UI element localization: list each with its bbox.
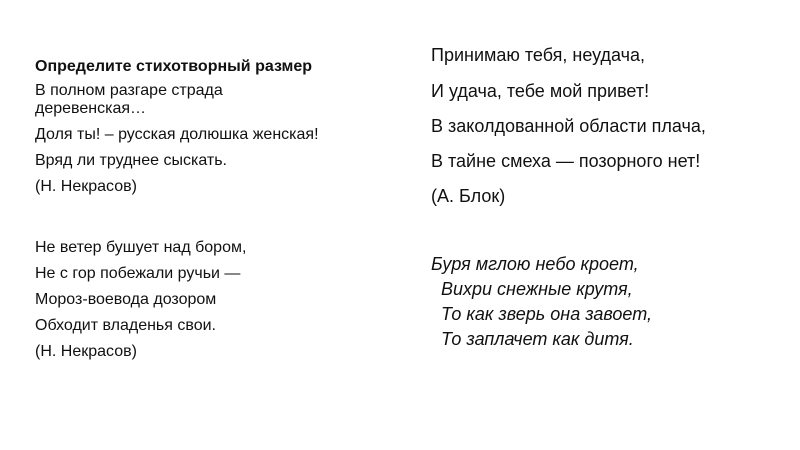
- poem-line: То заплачет как дитя.: [431, 329, 634, 349]
- poem-line: Принимаю тебя, неудача,: [431, 45, 646, 65]
- poem-author: (А. Блок): [431, 186, 506, 206]
- poem-line: Доля ты! – русская долюшка женская!: [35, 126, 319, 143]
- poem-author: (Н. Некрасов): [35, 178, 137, 195]
- poem-line: Буря мглою небо кроет,: [431, 254, 639, 274]
- poem-line: Обходит владенья свои.: [35, 317, 216, 334]
- poem-line: Не ветер бушует над бором,: [35, 239, 247, 256]
- poem-line: То как зверь она завоет,: [431, 304, 652, 324]
- poem-line: И удача, тебе мой привет!: [431, 81, 650, 101]
- poem-line: В заколдованной области плача,: [431, 116, 706, 136]
- exercise-heading: Определите стихотворный размер: [35, 58, 313, 75]
- poem-line: деревенская…: [35, 100, 146, 117]
- poem-line: Не с гор побежали ручьи —: [35, 265, 241, 282]
- poem-author: (Н. Некрасов): [35, 343, 137, 360]
- poem-line: В полном разгаре страда: [35, 82, 223, 99]
- poem-line: Вряд ли труднее сыскать.: [35, 152, 227, 169]
- poem-line: Мороз-воевода дозором: [35, 291, 217, 308]
- poem-line: В тайне смеха — позорного нет!: [431, 151, 701, 171]
- poem-line: Вихри снежные крутя,: [431, 279, 633, 299]
